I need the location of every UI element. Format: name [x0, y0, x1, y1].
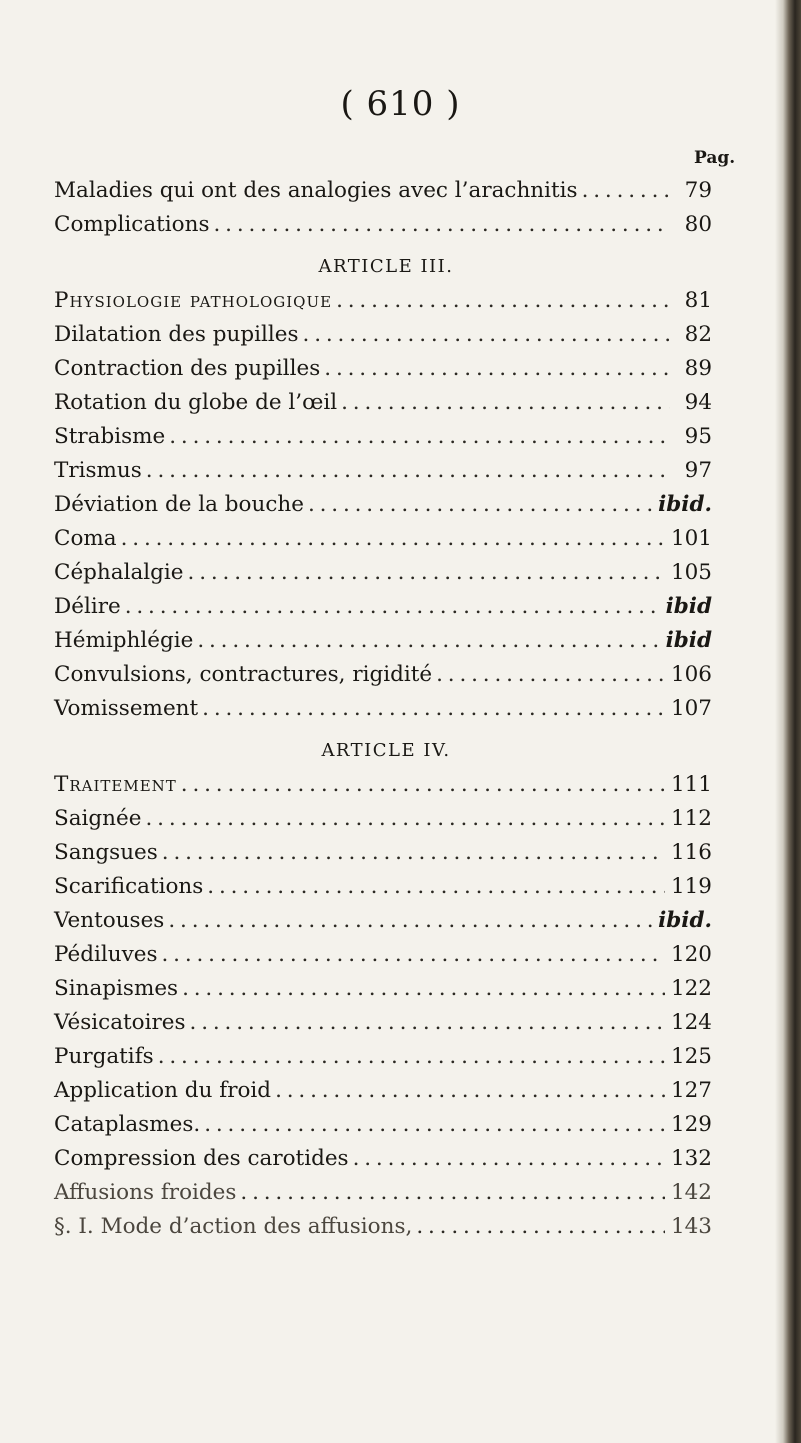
dot-leader [146, 458, 670, 483]
toc-entry-label: Physiologie pathologique [54, 288, 333, 313]
toc-entry-page: 82 [684, 322, 712, 347]
dot-leader [168, 908, 652, 933]
toc-entry-label: Pédiluves [54, 942, 158, 967]
toc-entry-page: 107 [670, 696, 712, 721]
dot-leader [202, 696, 665, 721]
dot-leader [353, 1146, 665, 1171]
toc-entry-page: 132 [670, 1146, 712, 1171]
toc-entry-label: Convulsions, contractures, rigidité [54, 662, 433, 687]
dot-leader [125, 594, 660, 619]
toc-entry [54, 212, 712, 246]
toc-entry [54, 458, 712, 492]
toc-entry-page: 125 [670, 1044, 712, 1069]
toc-entry [54, 178, 712, 212]
dot-leader [121, 526, 665, 551]
toc-entry [54, 976, 712, 1010]
toc-entry [54, 288, 712, 322]
toc-entry-label: Coma [54, 526, 117, 551]
dot-leader [158, 1044, 665, 1069]
toc-entry-label: Vomissement [54, 696, 199, 721]
toc-entry [54, 1044, 712, 1078]
article-heading: ARTICLE IV. [321, 740, 451, 761]
dot-leader [341, 390, 670, 415]
dot-leader [162, 942, 665, 967]
dot-leader [162, 840, 665, 865]
toc-entry-label: Maladies qui ont des analogies avec l’arachnitis [54, 178, 578, 203]
dot-leader [308, 492, 652, 517]
dot-leader [275, 1078, 665, 1103]
toc-entry-page: 106 [670, 662, 712, 687]
dot-leader [436, 662, 665, 687]
dot-leader [169, 424, 670, 449]
toc-entry [54, 1112, 712, 1146]
toc-entry-label: Sangsues [54, 840, 158, 865]
toc-entry-label: Hémiphlégie [54, 628, 194, 653]
toc-entry-page: ibid. [658, 492, 712, 517]
toc-entry-page: 122 [670, 976, 712, 1001]
toc-entry-label: Affusions froides [54, 1180, 237, 1205]
dot-leader [207, 874, 665, 899]
dot-leader [303, 322, 670, 347]
toc-entry-label: Scarifications [54, 874, 204, 899]
toc-entry [54, 356, 712, 390]
toc-entry-page: 80 [684, 212, 712, 237]
dot-leader [190, 1010, 665, 1035]
toc-entry-page: 101 [670, 526, 712, 551]
toc-entry-label: Compression des carotides [54, 1146, 349, 1171]
page-number: ( 610 ) [340, 84, 461, 124]
toc-entry-label: Purgatifs [54, 1044, 154, 1069]
dot-leader [336, 288, 670, 313]
toc-entry-label: Application du froid [54, 1078, 272, 1103]
dot-leader [197, 628, 659, 653]
toc-entry-page: 142 [670, 1180, 712, 1205]
toc-entry-label: Trismus [54, 458, 142, 483]
toc-entry-label: Dilatation des pupilles [54, 322, 299, 347]
page-edge-shadow [775, 0, 801, 1443]
toc-entry [54, 322, 712, 356]
toc-entry-label: Ventouses [54, 908, 165, 933]
toc-entry [54, 560, 712, 594]
toc-entry [54, 628, 712, 662]
toc-entry-label: Vésicatoires [54, 1010, 186, 1035]
toc-entry [54, 908, 712, 942]
toc-entry [54, 696, 712, 730]
toc-entry-label: Strabisme [54, 424, 166, 449]
toc-entry-page: 95 [684, 424, 712, 449]
toc-entry-page: ibid. [658, 908, 712, 933]
toc-entry-label: Céphalalgie [54, 560, 184, 585]
toc-entry-page: 119 [670, 874, 712, 899]
page-column-label: Pag. [694, 148, 736, 168]
toc-entry [54, 390, 712, 424]
toc-entry-label: Sinapismes [54, 976, 179, 1001]
toc-entry-page: 97 [684, 458, 712, 483]
toc-entry [54, 942, 712, 976]
toc-entry-page: 116 [670, 840, 712, 865]
toc-entry [54, 874, 712, 908]
toc-entry-page: 79 [684, 178, 712, 203]
dot-leader [204, 1112, 665, 1137]
dot-leader [214, 212, 671, 237]
toc-entry-page: ibid [665, 594, 712, 619]
table-of-contents [54, 178, 712, 1248]
dot-leader [324, 356, 670, 381]
toc-entry [54, 424, 712, 458]
toc-entry [54, 492, 712, 526]
toc-entry-page: 81 [684, 288, 712, 313]
toc-entry-page: 111 [670, 772, 712, 797]
toc-entry-page: 112 [670, 806, 712, 831]
toc-entry-label: §. I. Mode d’action des affusions, [54, 1214, 413, 1239]
toc-entry-page: 129 [670, 1112, 712, 1137]
dot-leader [145, 806, 664, 831]
toc-entry-label: Cataplasmes. [54, 1112, 201, 1137]
toc-entry [54, 1146, 712, 1180]
toc-entry-page: ibid [665, 628, 712, 653]
toc-entry-label: Saignée [54, 806, 142, 831]
toc-entry [54, 806, 712, 840]
toc-entry [54, 662, 712, 696]
toc-entry-page: 120 [670, 942, 712, 967]
toc-entry [54, 772, 712, 806]
toc-entry-page: 89 [684, 356, 712, 381]
dot-leader [188, 560, 665, 585]
toc-entry-label: Rotation du globe de l’œil [54, 390, 338, 415]
toc-entry [54, 840, 712, 874]
toc-entry [54, 1214, 712, 1248]
toc-entry-label: Complications [54, 212, 210, 237]
toc-entry [54, 1180, 712, 1214]
toc-entry-page: 124 [670, 1010, 712, 1035]
dot-leader [240, 1180, 665, 1205]
toc-entry [54, 1010, 712, 1044]
toc-entry [54, 594, 712, 628]
toc-entry [54, 526, 712, 560]
toc-entry [54, 1078, 712, 1112]
toc-entry-label: Délire [54, 594, 121, 619]
dot-leader [416, 1214, 665, 1239]
dot-leader [181, 772, 665, 797]
article-heading: ARTICLE III. [318, 256, 454, 277]
dot-leader [582, 178, 670, 203]
toc-entry-page: 94 [684, 390, 712, 415]
toc-entry-label: Déviation de la bouche [54, 492, 304, 517]
toc-entry-page: 105 [670, 560, 712, 585]
toc-entry-label: Traitement [54, 772, 177, 797]
toc-entry-page: 127 [670, 1078, 712, 1103]
toc-entry-page: 143 [670, 1214, 712, 1239]
dot-leader [182, 976, 665, 1001]
toc-entry-label: Contraction des pupilles [54, 356, 321, 381]
